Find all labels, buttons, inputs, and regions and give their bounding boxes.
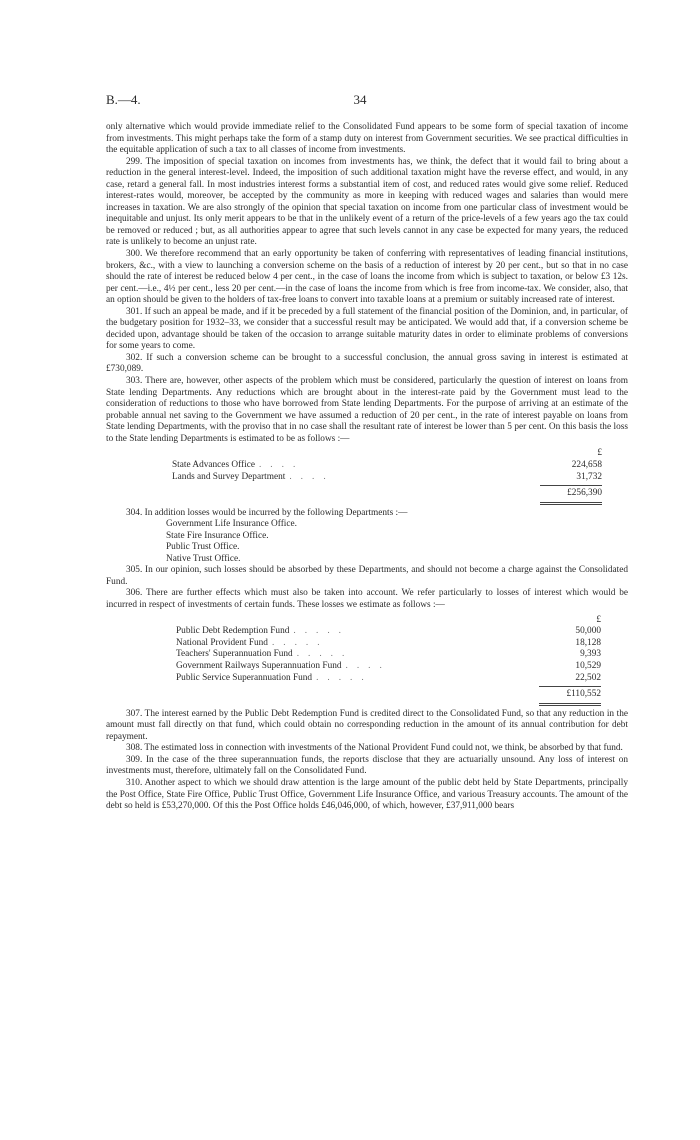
list-item: Public Trust Office. xyxy=(166,542,240,553)
row-label: State Advances Office xyxy=(172,459,255,470)
page-number: 34 xyxy=(353,92,367,107)
row-label: Lands and Survey Department xyxy=(172,471,286,482)
table-row: National Provident Fund ..... 18,128 xyxy=(176,637,601,648)
row-label: Government Railways Superannuation Fund xyxy=(176,660,342,671)
currency-heading: £ xyxy=(597,448,602,459)
list-item: Government Life Insurance Office. xyxy=(166,519,297,530)
table-total: £256,390 xyxy=(567,488,602,499)
row-label: National Provident Fund xyxy=(176,637,268,648)
currency-heading: £ xyxy=(596,614,601,625)
row-amount: 31,732 xyxy=(576,471,602,482)
row-amount: 50,000 xyxy=(575,626,601,637)
list-item: Native Trust Office. xyxy=(166,553,241,564)
paragraph-306: 306. There are further effects which must also be taken into account. We refer particularly to losses of interest which would be incurred in respect of investments of certain funds. These losses we estimate as follows :— xyxy=(106,588,628,611)
paragraph-309: 309. In the case of the three superannuation funds, the reports disclose that they are actuarially unsound. Any loss of interest on investments must, therefore, ultimately fall on the Consolidated Fund. xyxy=(106,754,628,777)
paragraph-308: 308. The estimated loss in connection with investments of the National Provident Fund could not, we think, be absorbed by that fund. xyxy=(126,743,623,754)
paragraph-307: 307. The interest earned by the Public Debt Redemption Fund is credited direct to the Consolidated Fund, so that any reduction in the amount must fall directly on that fund, which could obtain no corresponding reduction in the amount of its annual contribution for debt repayment. xyxy=(106,708,628,742)
funds-loss-table xyxy=(176,615,601,706)
paragraph-310: 310. Another aspect to which we should draw attention is the large amount of the public debt held by State Departments, principally the Post Office, State Fire Office, Public Trust Office, Government Life Insurance Office, and various Treasury accounts. The amount of the debt so held is £53,270,000. Of this the Post Office holds £46,046,000, of which, however, £37,911,000 bears xyxy=(106,777,628,812)
report-code: B.—4. xyxy=(106,92,141,107)
paragraph-304: 304. In addition losses would be incurred by the following Departments :— xyxy=(126,507,408,518)
table-row: Lands and Survey Department .... 31,732 xyxy=(172,471,602,482)
row-amount: 18,128 xyxy=(575,637,601,648)
departments-list xyxy=(166,519,628,565)
table-total: £110,552 xyxy=(566,689,601,700)
page-body xyxy=(106,122,628,813)
paragraph-299: 299. The imposition of special taxation on incomes from investments has, we think, the defect that it would fail to bring about a reduction in the general interest-level. Indeed, the imposition of such additional taxation might have the reverse effect, and would, in any case, retard a general fall. In most industries interest forms a substantial item of cost, and reduced rates would give some relief. Reduced interest-rates would, moreover, be accepted by the community as more in keeping with reduced wages and salaries than would mere increases in taxation. We are also strongly of the opinion that special taxation on income from one particular class of investment would be inequitable and unjust. Its only merit appears to be that in the unlikely event of a return of the price-levels of a few years ago the tax could be removed or reduced ; but, as all authorities appear to agree that such levels cannot in any case be expected for many years, the reduced rate is unlikely to become an unjust rate. xyxy=(106,156,628,248)
table-row: Government Railways Superannuation Fund .... 10,529 xyxy=(176,660,601,671)
table-row: Public Service Superannuation Fund ..... 22,502 xyxy=(176,672,601,683)
row-amount: 224,658 xyxy=(571,459,602,470)
table-row: State Advances Office .... 224,658 xyxy=(172,459,602,470)
row-label: Public Debt Redemption Fund xyxy=(176,626,290,637)
row-amount: 10,529 xyxy=(575,660,601,671)
row-amount: 22,502 xyxy=(575,672,601,683)
lending-departments-loss-table xyxy=(172,448,602,504)
row-label: Public Service Superannuation Fund xyxy=(176,672,313,683)
table-row: Public Debt Redemption Fund ..... 50,000 xyxy=(176,626,601,637)
list-item: State Fire Insurance Office. xyxy=(166,530,269,541)
table-row: Teachers' Superannuation Fund ..... 9,393 xyxy=(176,649,601,660)
paragraph-302: 302. If such a conversion scheme can be brought to a successful conclusion, the annual gross saving in interest is estimated at £730,089. xyxy=(106,352,628,375)
row-amount: 9,393 xyxy=(580,649,601,660)
paragraph-301: 301. If such an appeal be made, and if it be preceded by a full statement of the financial position of the Dominion, and, in particular, of the budgetary position for 1932–33, we consider that a successful result may be anticipated. We would add that, if a conversion scheme be decided upon, advantage should be taken of the occasion to arrange suitable maturity dates in order to eliminate problems of conversions for some years to come. xyxy=(106,306,628,352)
paragraph-305: 305. In our opinion, such losses should be absorbed by these Departments, and should not become a charge against the Consolidated Fund. xyxy=(106,565,628,587)
row-label: Teachers' Superannuation Fund xyxy=(176,649,293,660)
paragraph-300: 300. We therefore recommend that an early opportunity be taken of conferring with representatives of leading financial institutions, brokers, &c., with a view to launching a conversion scheme on the basis of a reduction of interest by 20 per cent., but so that in no case should the rate of interest be reduced below 4 per cent., in the case of loans the income from which is subject to taxation, or below £3 12s. per cent.—i.e., 4½ per cent., less 20 per cent.—in the case of loans the income from which is free from income-tax. We consider, also, that an option should be given to the holders of tax-free loans to convert into taxable loans at a premium or suitably increased rate of interest. xyxy=(106,249,628,306)
paragraph-303: 303. There are, however, other aspects of the problem which must be considered, particularly the question of interest on loans from State lending Departments. Any reductions which are brought about in the interest-rate paid by the Government must lead to the consideration of reductions to those who have borrowed from State lending Departments. For the purpose of arriving at an estimate of the probable annual net saving to the Government we have assumed a reduction of 20 per cent., in the rate of interest payable on loans from State lending Departments, with the proviso that in no case shall the resultant rate of interest be lower than 5 per cent. On this basis the loss to the State lending Departments is estimated to be as follows :— xyxy=(106,376,628,444)
paragraph-continued: only alternative which would provide immediate relief to the Consolidated Fund appears to be some form of special taxation of income from investments. This might perhaps take the form of a stamp duty on interest from Government securities. We see practical difficulties in the equitable application of such a tax to all classes of income from investments. xyxy=(106,122,628,156)
